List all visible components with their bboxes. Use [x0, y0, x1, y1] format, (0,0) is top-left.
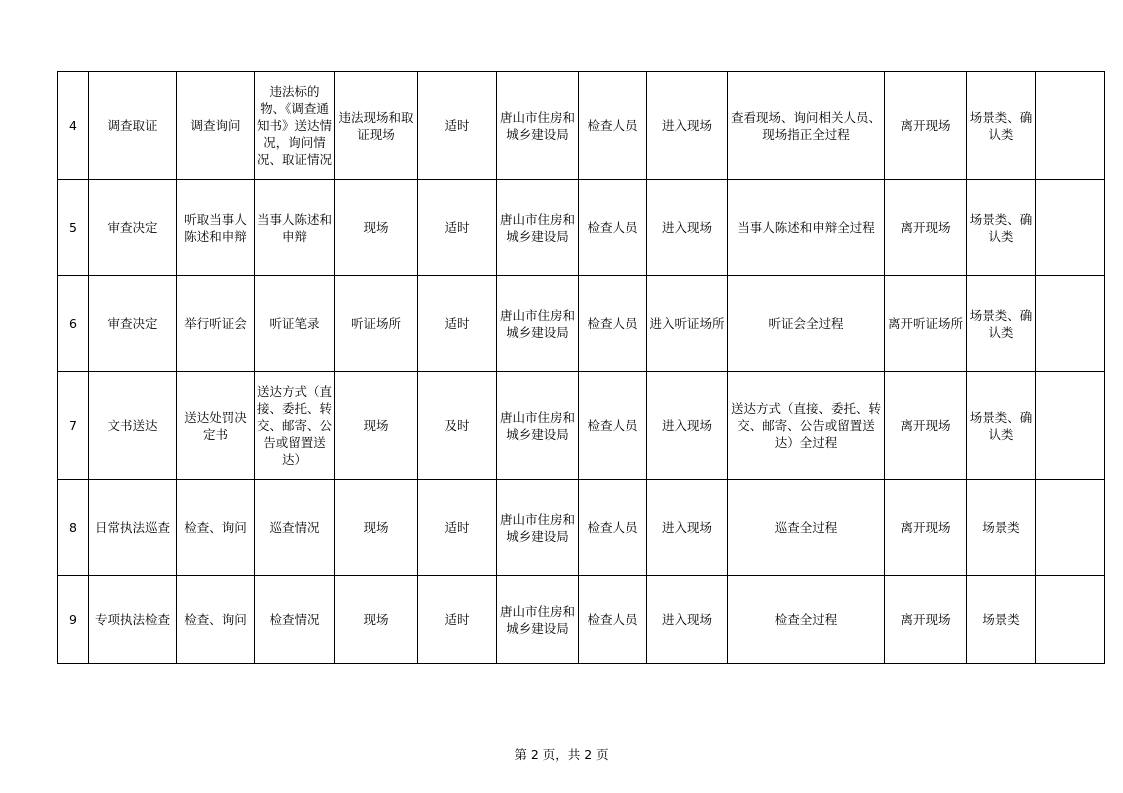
recording-scope-cell: 当事人陈述和申辩全过程: [728, 180, 885, 276]
table-row: [58, 372, 1105, 480]
row-number: 6: [58, 276, 89, 372]
organ-cell: 唐山市住房和城乡建设局: [497, 372, 579, 480]
end-node-cell: 离开现场: [885, 576, 967, 664]
content-cell: 巡查情况: [255, 480, 335, 576]
row-number: 4: [58, 72, 89, 180]
row-number: 8: [58, 480, 89, 576]
page-number: 第 2 页，共 2 页: [514, 747, 609, 762]
category-cell: 场景类、确认类: [967, 180, 1036, 276]
content-cell: 当事人陈述和申辩: [255, 180, 335, 276]
organ-cell: 唐山市住房和城乡建设局: [497, 480, 579, 576]
remark-cell: [1036, 180, 1105, 276]
organ-cell: 唐山市住房和城乡建设局: [497, 276, 579, 372]
end-node-cell: 离开现场: [885, 72, 967, 180]
person-cell: 检查人员: [579, 276, 647, 372]
recording-scope-cell: 巡查全过程: [728, 480, 885, 576]
recording-scope-cell: 检查全过程: [728, 576, 885, 664]
organ-cell: 唐山市住房和城乡建设局: [497, 576, 579, 664]
location-cell: 现场: [335, 372, 418, 480]
table-row: [58, 480, 1105, 576]
start-node-cell: 进入现场: [647, 576, 728, 664]
content-cell: 送达方式（直接、委托、转交、邮寄、公告或留置送达）: [255, 372, 335, 480]
action-cell: 检查、询问: [177, 576, 255, 664]
recording-scope-cell: 送达方式（直接、委托、转交、邮寄、公告或留置送达）全过程: [728, 372, 885, 480]
category-cell: 场景类、确认类: [967, 72, 1036, 180]
end-node-cell: 离开现场: [885, 480, 967, 576]
table-row: [58, 576, 1105, 664]
remark-cell: [1036, 576, 1105, 664]
category-cell: 场景类、确认类: [967, 372, 1036, 480]
remark-cell: [1036, 480, 1105, 576]
stage-cell: 专项执法检查: [89, 576, 177, 664]
timing-cell: 适时: [418, 480, 497, 576]
row-number: 9: [58, 576, 89, 664]
timing-cell: 适时: [418, 576, 497, 664]
location-cell: 现场: [335, 480, 418, 576]
person-cell: 检查人员: [579, 72, 647, 180]
end-node-cell: 离开听证场所: [885, 276, 967, 372]
content-cell: 检查情况: [255, 576, 335, 664]
timing-cell: 及时: [418, 372, 497, 480]
person-cell: 检查人员: [579, 180, 647, 276]
location-cell: 现场: [335, 180, 418, 276]
timing-cell: 适时: [418, 180, 497, 276]
remark-cell: [1036, 72, 1105, 180]
stage-cell: 文书送达: [89, 372, 177, 480]
stage-cell: 日常执法巡查: [89, 480, 177, 576]
action-cell: 调查询问: [177, 72, 255, 180]
organ-cell: 唐山市住房和城乡建设局: [497, 72, 579, 180]
location-cell: 违法现场和取证现场: [335, 72, 418, 180]
recording-scope-cell: 查看现场、询问相关人员、现场指正全过程: [728, 72, 885, 180]
person-cell: 检查人员: [579, 576, 647, 664]
start-node-cell: 进入现场: [647, 480, 728, 576]
end-node-cell: 离开现场: [885, 180, 967, 276]
person-cell: 检查人员: [579, 480, 647, 576]
action-cell: 检查、询问: [177, 480, 255, 576]
remark-cell: [1036, 372, 1105, 480]
content-cell: 违法标的物、《调查通知书》送达情况，询问情况、取证情况: [255, 72, 335, 180]
table-row: [58, 276, 1105, 372]
category-cell: 场景类、确认类: [967, 276, 1036, 372]
table-row: [58, 72, 1105, 180]
location-cell: 听证场所: [335, 276, 418, 372]
record-table: [57, 71, 1105, 664]
table-row: [58, 180, 1105, 276]
timing-cell: 适时: [418, 276, 497, 372]
start-node-cell: 进入听证场所: [647, 276, 728, 372]
action-cell: 听取当事人陈述和申辩: [177, 180, 255, 276]
remark-cell: [1036, 276, 1105, 372]
row-number: 7: [58, 372, 89, 480]
stage-cell: 审查决定: [89, 276, 177, 372]
start-node-cell: 进入现场: [647, 180, 728, 276]
content-cell: 听证笔录: [255, 276, 335, 372]
end-node-cell: 离开现场: [885, 372, 967, 480]
row-number: 5: [58, 180, 89, 276]
organ-cell: 唐山市住房和城乡建设局: [497, 180, 579, 276]
timing-cell: 适时: [418, 72, 497, 180]
category-cell: 场景类: [967, 480, 1036, 576]
table-body: [58, 72, 1105, 664]
action-cell: 送达处罚决定书: [177, 372, 255, 480]
action-cell: 举行听证会: [177, 276, 255, 372]
stage-cell: 调查取证: [89, 72, 177, 180]
recording-scope-cell: 听证会全过程: [728, 276, 885, 372]
location-cell: 现场: [335, 576, 418, 664]
category-cell: 场景类: [967, 576, 1036, 664]
start-node-cell: 进入现场: [647, 372, 728, 480]
start-node-cell: 进入现场: [647, 72, 728, 180]
stage-cell: 审查决定: [89, 180, 177, 276]
person-cell: 检查人员: [579, 372, 647, 480]
